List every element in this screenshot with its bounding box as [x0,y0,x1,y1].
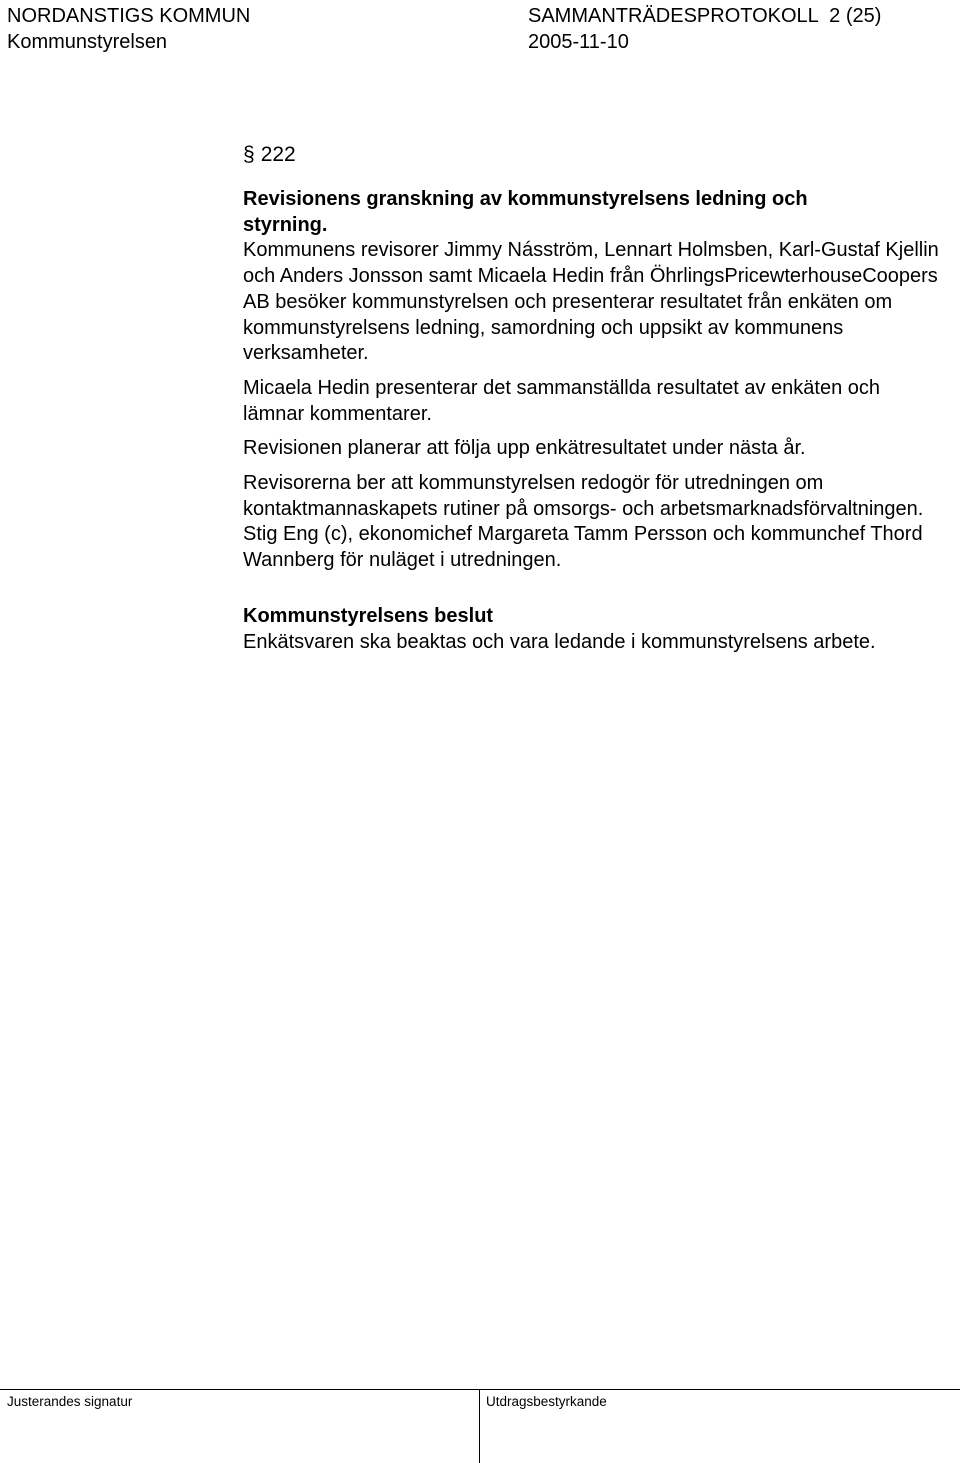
header-body-name: Kommunstyrelsen [7,31,168,53]
paragraph-4: Revisorerna ber att kommunstyrelsen redogör för utredningen om kontaktmannaskapets rutiner på omsorgs- och arbetsmarknadsförvaltningen. Stig Eng (c), ekonomichef Margareta Tamm Persson och kommunchef Thord Wannberg för nuläget i utredningen. [243,472,924,572]
paragraph-3: Revisionen planerar att följa upp enkätresultatet under nästa år. [243,437,806,460]
header-document-type: SAMMANTRÄDESPROTOKOLL 2 (25) [528,5,882,27]
section-content [243,187,943,655]
decision-text: Enkätsvaren ska beaktas och vara ledande i kommunstyrelsens arbete. [243,630,876,653]
footer-rule [0,1389,960,1390]
footer-certification-label: Utdragsbestyrkande [486,1394,607,1409]
footer-divider [479,1389,480,1463]
footer-signature-label: Justerandes signatur [7,1394,133,1409]
decision-heading: Kommunstyrelsens beslut [243,604,494,627]
paragraph-1: Kommunens revisorer Jimmy Násström, Lennart Holmsben, Karl-Gustaf Kjellin och Anders Jonsson samt Micaela Hedin från ÖhrlingsPricewterhouseCoopers AB besöker kommunstyrelsen och presenterar resultatet från enkäten om kommunstyrelsens ledning, samordning och uppsikt av kommunens verksamheter. [243,239,939,365]
header-date: 2005-11-10 [528,31,629,53]
section-title: Revisionens granskning av kommunstyrelsens ledning och styrning. [243,188,808,236]
header-organization: NORDANSTIGS KOMMUN [7,5,251,27]
section-number: 222 [260,143,296,166]
paragraph-2: Micaela Hedin presenterar det sammanställda resultatet av enkäten och lämnar kommentarer. [243,376,881,425]
section-symbol: § [243,143,255,166]
section-marker [243,141,296,169]
